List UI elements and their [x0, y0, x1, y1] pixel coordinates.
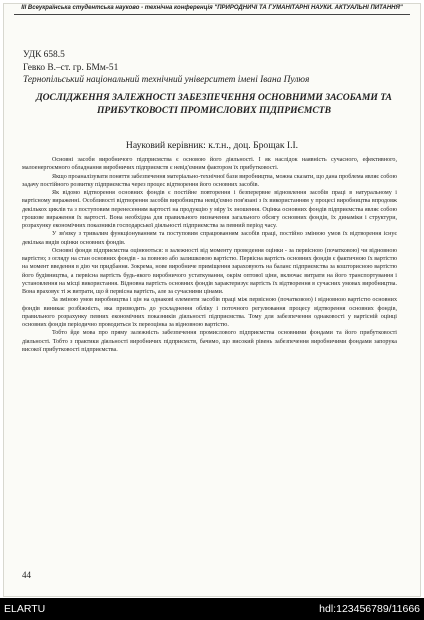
repository-name: ELARTU: [4, 603, 46, 615]
udc-code: УДК 658.5: [23, 50, 65, 60]
handle-id: hdl:123456789/11666: [319, 603, 420, 615]
paragraph: Якщо проаналізувати поняття забезпечення матеріально-технічної бази виробництва, можна сказати, що дана проблема являє собою задачу постійного розвитку підприємства через процес відтворення його основних засобів.: [22, 173, 397, 188]
article-body: [22, 156, 397, 354]
paragraph: У зв'язку з тривалим функціонуванням та поступовим спрацюванням засобів праці, постійно змінюю умов їх відтворення існує декілька видів оцінки основних фондів.: [22, 231, 397, 246]
paragraph: Основні фонди підприємства оцінюються: в залежності від моменту проведення оцінки - за первісною (початковою) чи відновною вартістю; з огляду на стан основних фондів - за повною або залишковою вартістю. Первісна вартість основних фондів є фактичною їх вартістю на момент введення в дію чи придбання. Зокрема, нове виробниче приміщення зараховують на баланс підприємства за кошторисною вартістю його будівництва, а первісна вартість будь-якого виробничого устаткування, окрім оптової ціни, включає витрати на його транспортування і установлення на місці використання. Відновна вартість основних фондів характеризує вартість їх відтворення в сучасних умовах виробництва. Вона враховує ті ж витрати, що й первісна вартість, але за сучасними цінами.: [22, 247, 397, 295]
paragraph: За зміною умов виробництва і цін на однакові елементи засобів праці між первісною (початковою) і відновною вартістю основних фондів виникає розбіжність, яка призводить до ускладнення обліку і поточного регулювання процесу відтворення основних фондів, правильного розрахунку певних економічних показників діяльності підприємства. Тому для забезпечення однаковості у вартісній оцінці основних фондів періодично проводиться їх переоцінка за відновною вартістю.: [22, 297, 397, 328]
paragraph: Основні засоби виробничого підприємства є основою його діяльності. І як наслідок наявність сучасного, ефективного, малоенергоємного обладнання виробничих підприємств є невід'ємним фактором їх прибутковості.: [22, 157, 397, 172]
scientific-supervisor: Науковий керівник: к.т.н., доц. Брощак І.І.: [125, 140, 299, 151]
conference-header: ІІІ Всеукраїнська студентська науково - технічна конференція "ПРИРОДНИЧІ ТА ГУМАНІТАРНІ НАУКИ. АКТУАЛЬНІ ПИТАННЯ": [14, 5, 410, 15]
article-meta: [23, 49, 404, 87]
paragraph: Як відомо відтворення основних фондів є постійне повторення і безперервне відновлення засобів праці в натуральному і вартісному вираженні. Особливості відтворення засобів виробництва невід'ємно пов'язані з їх використанням у процесі виробництва впродовж декількох циклів та з поступовим перенесенням вартості на продукцію у міру їх зношення. Оцінка основних фондів підприємства являє собою грошове вираження їх вартості. Вона необхідна для правильного визначення загального обсягу основних фондів, їх динаміки і структури, розрахунку економічних показників господарської діяльності підприємства за певний період часу.: [22, 190, 397, 229]
institution: Тернопільський національний технічний університет імені Івана Пулюя: [23, 75, 310, 85]
article-title: ДОСЛІДЖЕННЯ ЗАЛЕЖНОСТІ ЗАБЕЗПЕЧЕННЯ ОСНОВНИМИ ЗАСОБАМИ ТА ПРИБУТКОВОСТІ ПРОМИСЛОВИХ ПІДПРИЄМСТВ: [36, 92, 392, 116]
paragraph: Тобто йде мова про пряму залежність забезпечення промислового підприємства основними фондами та його прибутковості діяльності. Тобто з практики діяльності виробничих підприємств, бачимо, що високий рівень забезпечення виробничими фондами запорука високої прибутковості підприємства.: [22, 330, 397, 353]
page-number: 44: [22, 570, 31, 580]
repository-footer: [0, 598, 424, 620]
author: Гевко В.–ст. гр. БМм-51: [23, 62, 119, 73]
